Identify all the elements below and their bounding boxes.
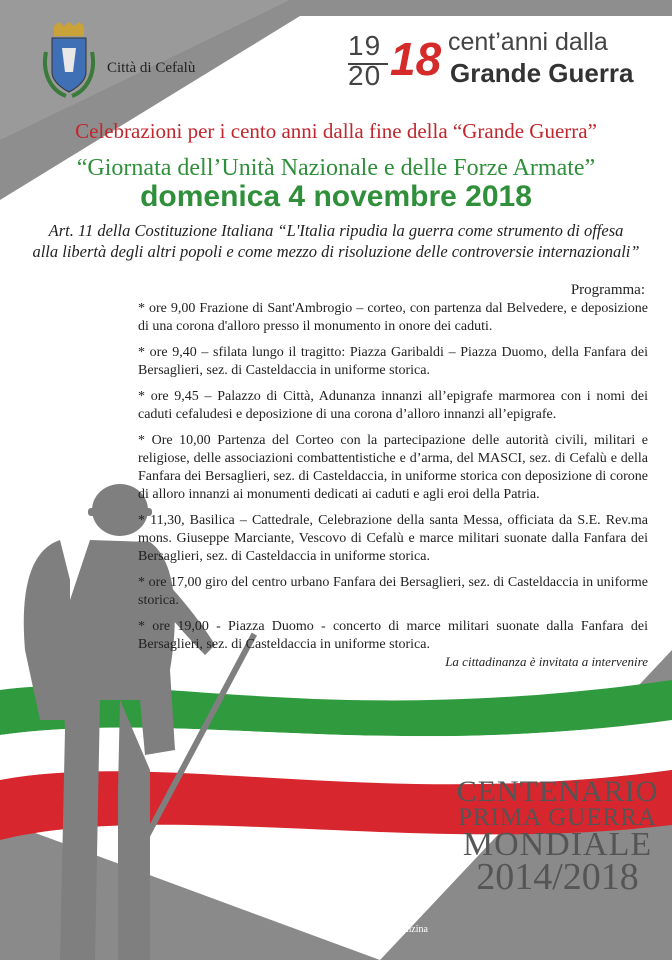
city-name: Città di Cefalù — [107, 60, 196, 76]
city-crest-emblem — [40, 22, 98, 102]
logo-year-bottom: 20 — [348, 60, 382, 91]
program-item: * ore 17,00 giro del centro urbano Fanfara dei Bersaglieri, sez. di Casteldaccia in uniforme storica. — [138, 575, 648, 608]
program-item: * Ore 10,00 Partenza del Corteo con la partecipazione delle autorità civili, militari e religiose, delle associazioni combattentistiche e d’arma, del MASCI, sez. di Cefalù e della Fanfara dei Bersaglieri, sez. di Casteldaccia, in uniforme storica con deposizione di corone di alloro innanzi ai monumenti dedicati ai caduti e agli eroi della Patria. — [138, 433, 648, 502]
signature-role: Il Sindaco — [369, 908, 411, 919]
program-item: * 11,30, Basilica – Cattedrale, Celebrazione della santa Messa, officiata da S.E. Rev.ma mons. Giuseppe Marciante, Vescovo di Cefalù e marce militari suonate dalla Fanfara dei Bersaglieri, sez. di Casteldaccia in uniforme storica. — [138, 513, 648, 564]
program-item: * ore 9,00 Frazione di Sant'Ambrogio – corteo, con partenza dal Belvedere, e deposizione di una corona d'alloro presso il monumento in onore dei caduti. — [138, 301, 648, 334]
invitation-note: La cittadinanza è invitata a intervenire — [445, 654, 648, 669]
quote-line2: alla libertà degli altri popoli e come mezzo di risoluzione delle controversie internazionali” — [32, 242, 640, 261]
centenary-line1: CENTENARIO — [456, 775, 659, 808]
centenary-line2: PRIMA GUERRA — [458, 804, 657, 831]
logo-text-line2: Grande Guerra — [450, 58, 634, 88]
program-title: Programma: — [570, 282, 645, 298]
headline: Celebrazioni per i cento anni dalla fine della “Grande Guerra” — [75, 119, 597, 143]
program-item: * ore 19,00 - Piazza Duomo - concerto di marce militari suonate dalla Fanfara dei Bersaglieri, sez. di Casteldaccia in uniforme storica. — [138, 619, 648, 652]
program-item: * ore 9,40 – sfilata lungo il tragitto: Piazza Garibaldi – Piazza Duomo, della Fanfara dei Bersaglieri, sez. di Casteldaccia in uniforme storica. — [138, 345, 648, 378]
program-item: * ore 9,45 – Palazzo di Città, Adunanza innanzi all’epigrafe marmorea con i nomi dei caduti cefaludesi e deposizione di una corona d’alloro innanzi all’epigrafe. — [138, 389, 648, 422]
quote-line1: Art. 11 della Costituzione Italiana “L'Italia ripudia la guerra come strumento di offesa — [48, 221, 624, 240]
mayor-signature — [330, 906, 450, 938]
constitution-quote — [30, 220, 642, 262]
logo-year-highlight: 18 — [390, 33, 442, 85]
event-date: domenica 4 novembre 2018 — [140, 180, 532, 213]
logo-year-top: 19 — [348, 30, 382, 61]
signature-name: Rosario Lapunzina — [352, 924, 428, 935]
logo-text-line1: cent’anni dalla — [448, 28, 608, 56]
centenary-title — [450, 775, 665, 898]
centenary-line3: MONDIALE — [462, 826, 653, 863]
centenary-logo — [340, 24, 650, 94]
program-list — [138, 300, 648, 662]
event-title: “Giornata dell’Unità Nazionale e delle Forze Armate” — [76, 155, 596, 181]
centenary-years: 2014/2018 — [476, 856, 639, 898]
